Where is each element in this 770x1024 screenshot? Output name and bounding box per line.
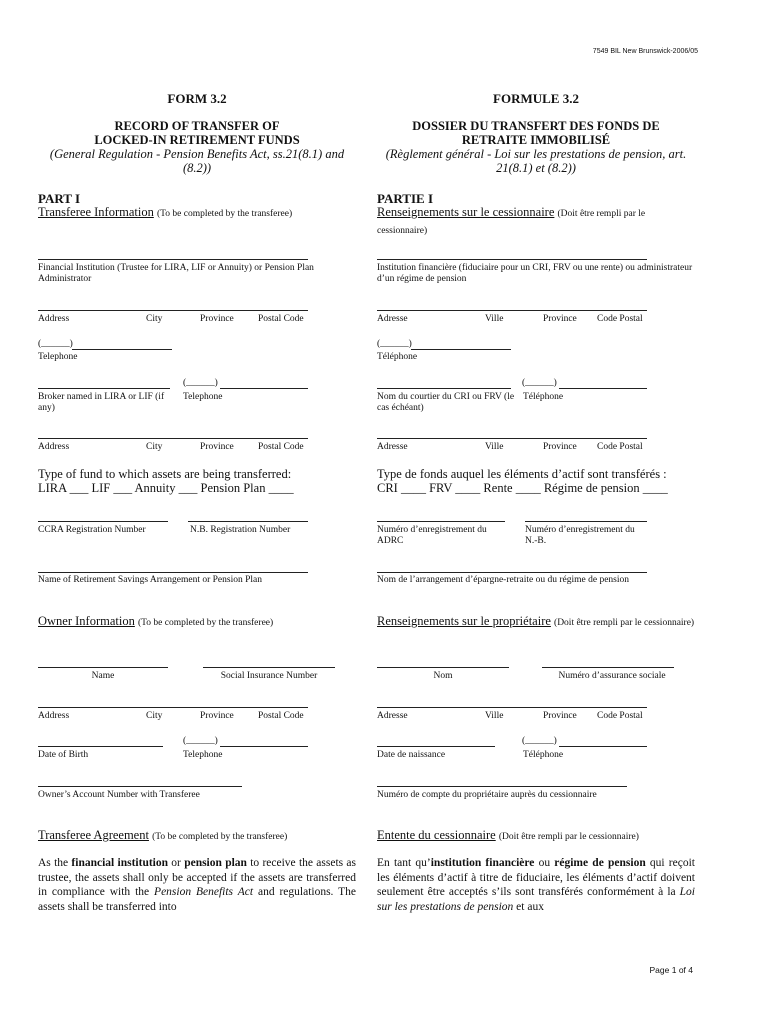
owner-telephone-label: Telephone bbox=[183, 750, 223, 760]
agreement-heading bbox=[38, 828, 287, 845]
sin-label-fr: Numéro d’assurance sociale bbox=[558, 671, 666, 681]
ccra-field[interactable] bbox=[38, 521, 168, 522]
owner-info-title-fr: Renseignements sur le propriétaire bbox=[377, 614, 551, 628]
name-label: Name bbox=[91, 671, 115, 681]
broker-telephone-field-fr[interactable] bbox=[559, 388, 647, 389]
regulation-fr-line-1: (Règlement général - Loi sur les prestations de pension, art. bbox=[385, 147, 687, 161]
fin-inst-label-fr: Institution financière (fiduciaire pour un CRI, FRV ou une rente) ou administrateur d’un régime de pension bbox=[377, 263, 693, 284]
english-column bbox=[38, 0, 356, 1024]
owner-address-label-fr: Adresse bbox=[377, 711, 408, 721]
name-field-fr[interactable] bbox=[377, 667, 509, 668]
ccra-label-fr: Numéro d’enregistrement du ADRC bbox=[377, 525, 487, 546]
broker-address-label: Address bbox=[38, 442, 70, 452]
broker-field[interactable] bbox=[38, 388, 170, 389]
account-no-field-fr[interactable] bbox=[377, 786, 627, 787]
owner-postal-code-label-fr: Code Postal bbox=[597, 711, 643, 721]
regulation-line-1: (General Regulation - Pension Benefits Act, ss.21(8.1) and bbox=[49, 147, 345, 161]
dob-label-fr: Date de naissance bbox=[377, 750, 446, 760]
telephone-field-fr[interactable] bbox=[411, 349, 511, 350]
owner-telephone-label-fr: Téléphone bbox=[523, 750, 564, 760]
sin-field-fr[interactable] bbox=[542, 667, 674, 668]
broker-telephone-label-fr: Téléphone bbox=[523, 392, 564, 402]
fin-inst-label: Financial Institution (Trustee for LIRA, LIF or Annuity) or Pension Plan Administrator bbox=[38, 263, 314, 284]
telephone-field[interactable] bbox=[72, 349, 172, 350]
dob-field[interactable] bbox=[38, 746, 163, 747]
fin-inst-field-fr[interactable] bbox=[377, 259, 647, 260]
arrangement-label: Name of Retirement Savings Arrangement or Pension Plan bbox=[38, 575, 262, 585]
agreement-note: (To be completed by the transferee) bbox=[152, 832, 288, 842]
transferee-info-note: (To be completed by the transferee) bbox=[156, 209, 293, 219]
record-title-fr-line-1: DOSSIER DU TRANSFERT DES FONDS DE bbox=[412, 119, 660, 133]
transferee-info-heading bbox=[38, 205, 292, 222]
regulation-line-2: (8.2)) bbox=[182, 161, 212, 175]
owner-province-label: Province bbox=[200, 711, 234, 721]
transferee-info-title: Transferee Information bbox=[38, 205, 154, 219]
broker-city-label: City bbox=[146, 442, 163, 452]
address-label-fr: Adresse bbox=[377, 314, 408, 324]
broker-label-fr: Nom du courtier du CRI ou FRV (le cas échéant) bbox=[377, 392, 515, 413]
owner-city-label: City bbox=[146, 711, 163, 721]
broker-telephone-label: Telephone bbox=[183, 392, 223, 402]
broker-address-field-fr[interactable] bbox=[377, 438, 647, 439]
owner-info-heading bbox=[38, 614, 273, 631]
owner-province-label-fr: Province bbox=[543, 711, 577, 721]
owner-address-label: Address bbox=[38, 711, 70, 721]
record-title-fr bbox=[377, 119, 695, 175]
form-reference: 7549 BIL New Brunswick-2006/05 bbox=[592, 48, 698, 55]
owner-postal-code-label: Postal Code bbox=[258, 711, 304, 721]
fund-type-question: Type of fund to which assets are being transferred: bbox=[38, 467, 292, 481]
record-title bbox=[38, 119, 356, 175]
fund-type-question-fr: Type de fonds auquel les éléments d’actif sont transférés : bbox=[377, 467, 667, 481]
telephone-label: Telephone bbox=[38, 352, 78, 362]
broker-province-label: Province bbox=[200, 442, 234, 452]
broker-province-label-fr: Province bbox=[543, 442, 577, 452]
sin-label: Social Insurance Number bbox=[220, 671, 318, 681]
city-label-fr: Ville bbox=[485, 314, 504, 324]
broker-phone-area-code: (______) bbox=[183, 378, 218, 388]
broker-city-label-fr: Ville bbox=[485, 442, 504, 452]
transferee-info-title-fr: Renseignements sur le cessionnaire bbox=[377, 205, 555, 219]
owner-city-label-fr: Ville bbox=[485, 711, 504, 721]
province-label-fr: Province bbox=[543, 314, 577, 324]
account-no-label-fr: Numéro de compte du propriétaire auprès du cessionnaire bbox=[377, 790, 597, 800]
address-field-fr[interactable] bbox=[377, 310, 647, 311]
broker-label: Broker named in LIRA or LIF (if any) bbox=[38, 392, 165, 413]
agreement-heading-fr bbox=[377, 828, 639, 845]
broker-telephone-field[interactable] bbox=[220, 388, 308, 389]
agreement-title: Transferee Agreement bbox=[38, 828, 149, 842]
account-no-label: Owner’s Account Number with Transferee bbox=[38, 790, 200, 800]
postal-code-label-fr: Code Postal bbox=[597, 314, 643, 324]
record-title-fr-line-2: RETRAITE IMMOBILISÉ bbox=[461, 133, 611, 147]
record-title-line-1: RECORD OF TRANSFER OF bbox=[114, 119, 280, 133]
owner-telephone-field[interactable] bbox=[220, 746, 308, 747]
arrangement-field-fr[interactable] bbox=[377, 572, 647, 573]
nb-reg-label-fr: Numéro d’enregistrement du N.-B. bbox=[525, 525, 635, 546]
nb-reg-field[interactable] bbox=[188, 521, 308, 522]
french-column bbox=[377, 0, 695, 1024]
nb-reg-field-fr[interactable] bbox=[525, 521, 647, 522]
dob-label: Date of Birth bbox=[38, 750, 89, 760]
owner-info-note: (To be completed by the transferee) bbox=[137, 618, 274, 628]
fin-inst-field[interactable] bbox=[38, 259, 308, 260]
broker-field-fr[interactable] bbox=[377, 388, 511, 389]
fund-type-fr[interactable] bbox=[377, 467, 695, 495]
broker-address-label-fr: Adresse bbox=[377, 442, 408, 452]
broker-postal-code-label: Postal Code bbox=[258, 442, 304, 452]
broker-phone-area-code-fr: (______) bbox=[522, 378, 557, 388]
address-field[interactable] bbox=[38, 310, 308, 311]
form-title-fr: FORMULE 3.2 bbox=[493, 91, 579, 106]
broker-address-field[interactable] bbox=[38, 438, 308, 439]
arrangement-label-fr: Nom de l’arrangement d’épargne-retraite ou du régime de pension bbox=[377, 575, 630, 585]
transferee-info-heading-fr bbox=[377, 205, 695, 239]
agreement-paragraph-fr: En tant qu’institution financière ou régime de pension qui reçoit les éléments d’actif à titre de fiduciaire, les éléments d’actif doivent seulement être acceptés s’ils sont transférés conformément à la Loi sur les prestations de pension et aux bbox=[377, 857, 695, 913]
phone-area-code: (______) bbox=[38, 339, 73, 349]
nb-reg-label: N.B. Registration Number bbox=[190, 525, 291, 535]
agreement-paragraph: As the financial institution or pension plan to receive the assets as trustee, the assets shall only be accepted if the assets are transferred in compliance with the Pension Benefits Act and regulations. The assets shall be transferred into bbox=[38, 857, 357, 913]
city-label: City bbox=[146, 314, 163, 324]
fund-type-options[interactable]: LIRA ___ LIF ___ Annuity ___ Pension Plan ____ bbox=[38, 481, 294, 495]
owner-telephone-field-fr[interactable] bbox=[559, 746, 647, 747]
agreement-note-fr: (Doit être rempli par le cessionnaire) bbox=[498, 832, 639, 842]
owner-info-title: Owner Information bbox=[38, 614, 135, 628]
address-label: Address bbox=[38, 314, 70, 324]
name-label-fr: Nom bbox=[433, 671, 453, 681]
account-no-field[interactable] bbox=[38, 786, 242, 787]
owner-info-note-fr: (Doit être rempli par le cessionnaire) bbox=[554, 618, 695, 628]
owner-phone-area-code-fr: (______) bbox=[522, 736, 557, 746]
part-heading-fr: PARTIE I bbox=[377, 191, 434, 206]
owner-address-field[interactable] bbox=[38, 707, 308, 708]
fund-type-options-fr[interactable]: CRI ____ FRV ____ Rente ____ Régime de pension ____ bbox=[377, 481, 668, 495]
ccra-label: CCRA Registration Number bbox=[38, 525, 146, 535]
record-title-line-2: LOCKED-IN RETIREMENT FUNDS bbox=[94, 133, 300, 147]
sin-field[interactable] bbox=[203, 667, 335, 668]
arrangement-field[interactable] bbox=[38, 572, 308, 573]
form-title: FORM 3.2 bbox=[167, 91, 227, 106]
regulation-fr-line-2: 21(8.1) et (8.2)) bbox=[496, 161, 576, 175]
dob-field-fr[interactable] bbox=[377, 746, 495, 747]
transferee-info-note-fr: (Doit être rempli par le cessionnaire) bbox=[377, 209, 646, 236]
owner-address-field-fr[interactable] bbox=[377, 707, 647, 708]
postal-code-label: Postal Code bbox=[258, 314, 304, 324]
page-number: Page 1 of 4 bbox=[649, 965, 693, 975]
name-field[interactable] bbox=[38, 667, 168, 668]
phone-area-code-fr: (______) bbox=[377, 339, 412, 349]
owner-phone-area-code: (______) bbox=[183, 736, 218, 746]
part-heading: PART I bbox=[38, 191, 81, 206]
telephone-label-fr: Téléphone bbox=[377, 352, 418, 362]
province-label: Province bbox=[200, 314, 234, 324]
owner-info-heading-fr bbox=[377, 614, 695, 631]
agreement-title-fr: Entente du cessionnaire bbox=[377, 828, 496, 842]
ccra-field-fr[interactable] bbox=[377, 521, 505, 522]
fund-type[interactable] bbox=[38, 467, 356, 495]
broker-postal-code-label-fr: Code Postal bbox=[597, 442, 643, 452]
